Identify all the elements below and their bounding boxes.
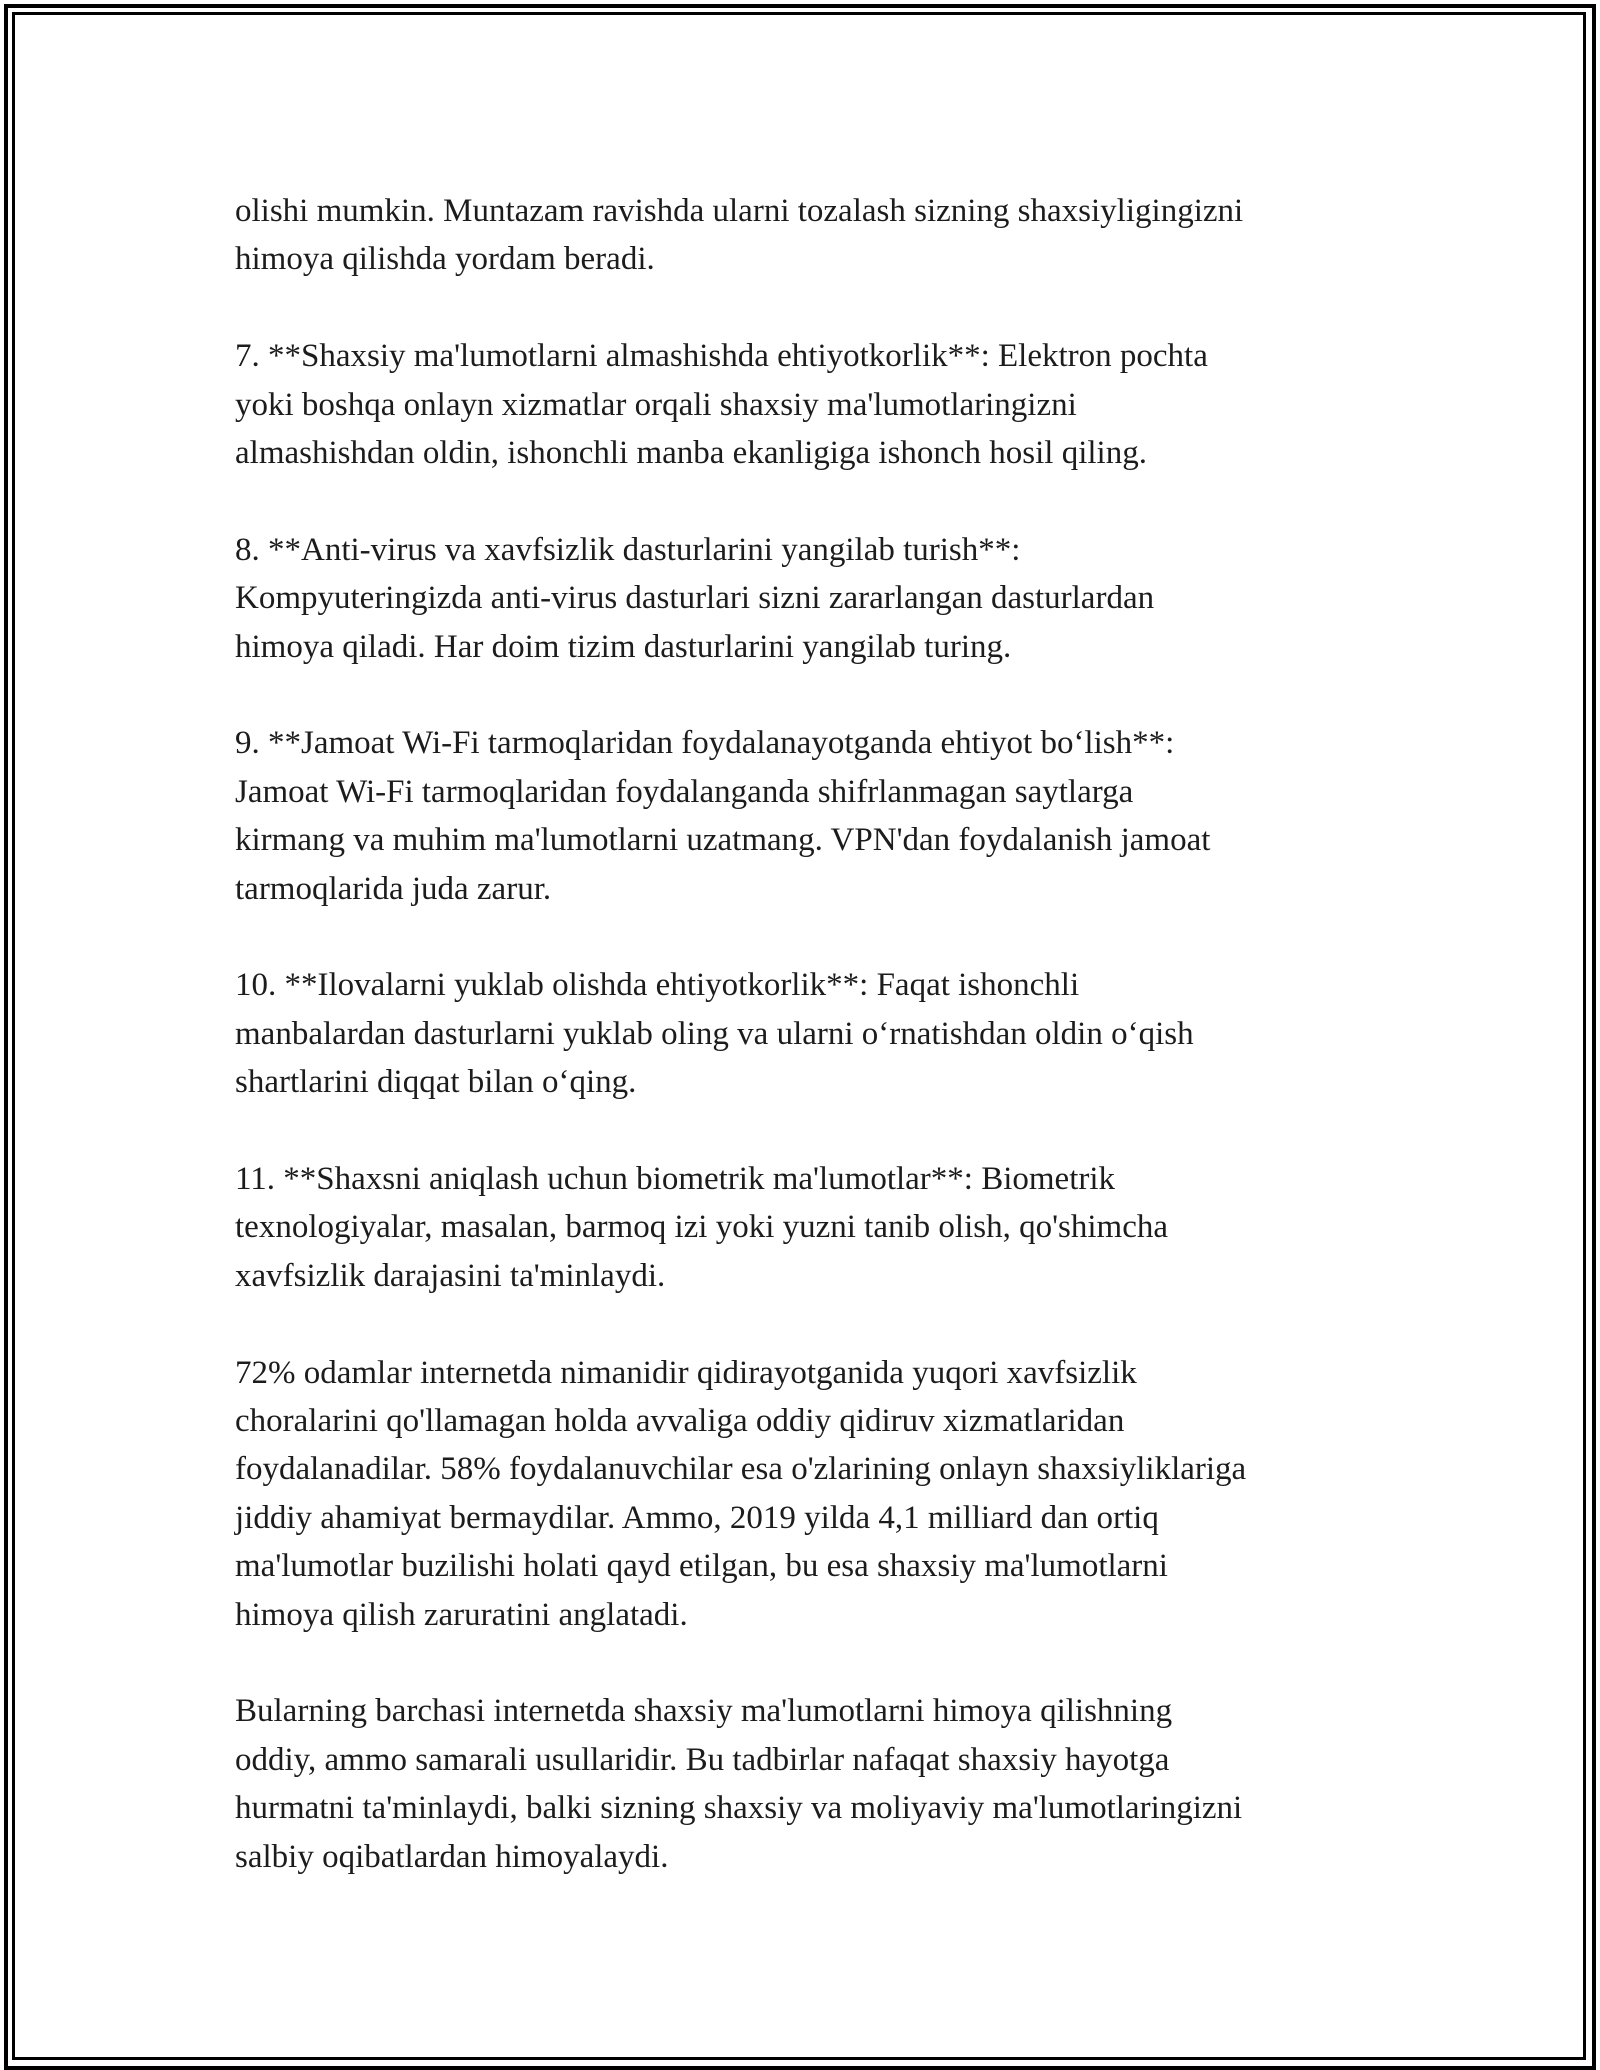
- paragraph-statistics: 72% odamlar internetda nimanidir qidirayotganida yuqori xavfsizlik choralarini qo'llamagan holda avvaliga oddiy qidiruv xizmatlaridan foydalanadilar. 58% foydalanuvchilar esa o'zlarining onlayn shaxsiyliklariga jiddiy ahamiyat bermaydilar. Ammo, 2019 yilda 4,1 milliard dan ortiq ma'lumotlar buzilishi holati qayd etilgan, bu esa shaxsiy ma'lumotlarni himoya qilish zaruratini anglatadi.: [235, 1354, 1247, 1633]
- paragraph-item-10: 10. **Ilovalarni yuklab olishda ehtiyotkorlik**: Faqat ishonchli manbalardan dasturlarni yuklab oling va ularni o‘rnatishdan oldin o‘qish shartlarini diqqat bilan o‘qing.: [235, 967, 1194, 1101]
- paragraph-item-8: 8. **Anti-virus va xavfsizlik dasturlarini yangilab turish**: Kompyuteringizda anti-virus dasturlari sizni zararlangan dasturlardan himoya qiladi. Har doim tizim dasturlarini yangilab turing.: [235, 531, 1155, 665]
- paragraph-item-9: 9. **Jamoat Wi-Fi tarmoqlaridan foydalanayotganda ehtiyot bo‘lish**: Jamoat Wi-Fi tarmoqlaridan foydalanganda shifrlanmagan saytlarga kirmang va muhim ma'lumotlarni uzatmang. VPN'dan foydalanish jamoat tarmoqlarida juda zarur.: [235, 725, 1211, 907]
- paragraph-item-11: 11. **Shaxsni aniqlash uchun biometrik ma'lumotlar**: Biometrik texnologiyalar, masalan, barmoq izi yoki yuzni tanib olish, qo'shimcha xavfsizlik darajasini ta'minlaydi.: [235, 1161, 1169, 1294]
- document-body: [235, 187, 1375, 1930]
- paragraph-conclusion: Bularning barchasi internetda shaxsiy ma'lumotlarni himoya qilishning oddiy, ammo samarali usullaridir. Bu tadbirlar nafaqat shaxsiy hayotga hurmatni ta'minlaydi, balki sizning shaxsiy va moliyaviy ma'lumotlaringizni salbiy oqibatlardan himoyalaydi.: [235, 1693, 1243, 1875]
- paragraph-continuation: olishi mumkin. Muntazam ravishda ularni tozalash sizning shaxsiyligingizni himoya qilishda yordam beradi.: [235, 193, 1244, 278]
- paragraph-item-7: 7. **Shaxsiy ma'lumotlarni almashishda ehtiyotkorlik**: Elektron pochta yoki boshqa onlayn xizmatlar orqali shaxsiy ma'lumotlaringizni almashishdan oldin, ishonchli manba ekanligiga ishonch hosil qiling.: [235, 338, 1208, 472]
